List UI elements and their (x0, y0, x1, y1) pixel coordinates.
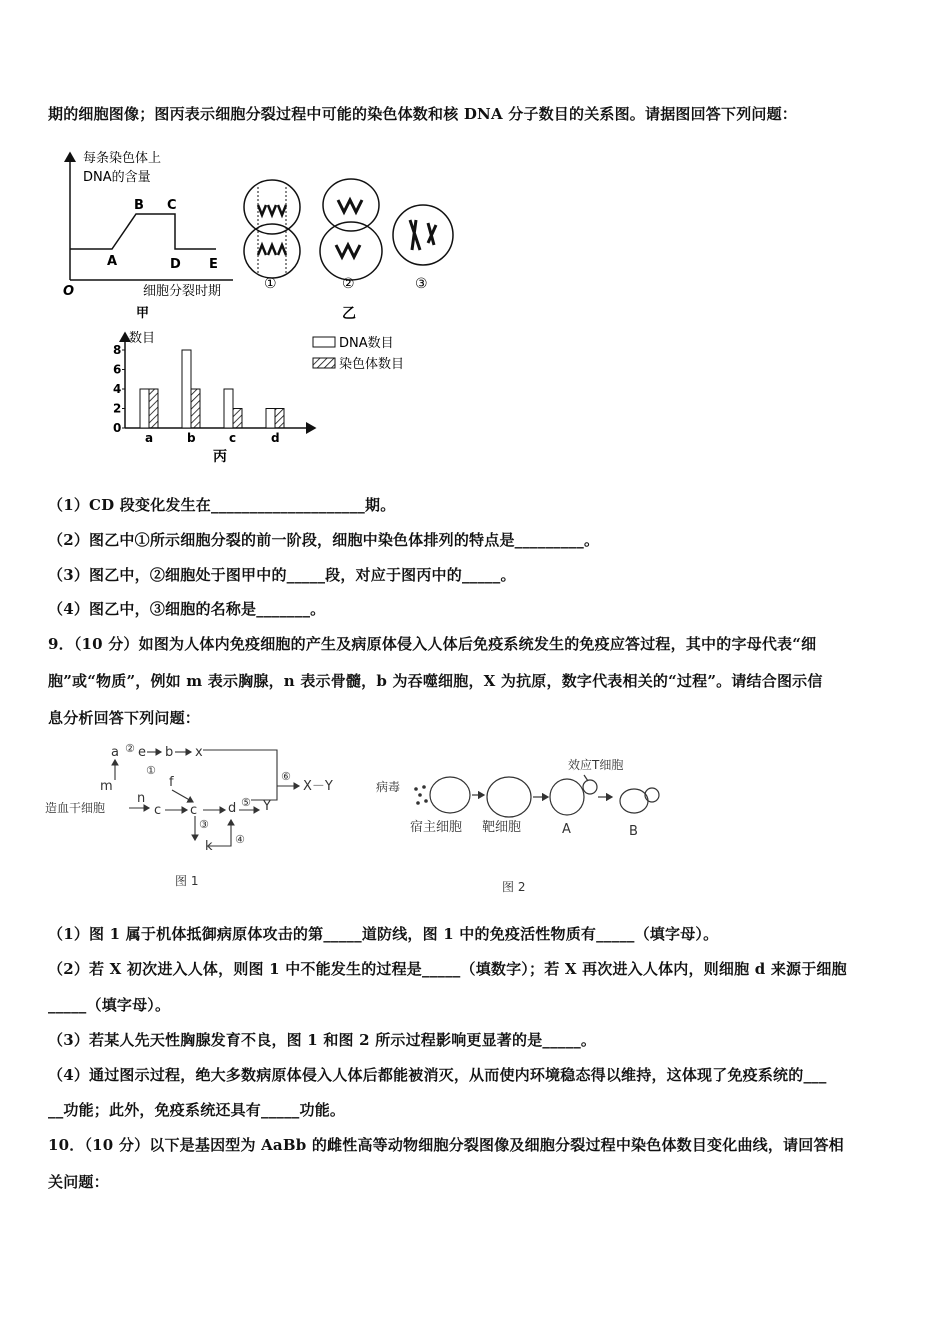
bar-b-dna (182, 350, 191, 428)
bing-category-label: c (229, 431, 237, 445)
fig1-xy: X－Y (303, 779, 333, 794)
bar-c-chromosome (233, 409, 242, 429)
q8-item-1: （1）CD 段变化发生在____________________期。 (48, 496, 396, 514)
bar-c-dna (224, 389, 233, 428)
bar-b-chromosome (191, 389, 200, 428)
cell-label-1: ① (264, 276, 277, 292)
legend-chrom-label: 染色体数目 (339, 357, 405, 372)
jia-xlabel: 细胞分裂时期 (143, 284, 222, 299)
target-cell (487, 777, 531, 817)
fig1-num-3: ③ (199, 818, 209, 831)
fig2-b-label: B (629, 824, 638, 839)
fig2-a-label: A (562, 822, 571, 837)
cell-a (550, 779, 584, 815)
q10-stem-2: 关问题： (48, 1173, 109, 1191)
legend-chrom-swatch (313, 358, 335, 368)
effector-t-cell (583, 780, 597, 794)
bing-tick-label: 4 (113, 382, 122, 396)
fig1-b: b (165, 745, 174, 760)
host-cell (430, 777, 470, 813)
cell-label-3: ③ (415, 276, 428, 292)
q9-item-1: （1）图 1 属于机体抵御病原体攻击的第_____道防线，图 1 中的免疫活性物质有_____（填字母）。 (48, 925, 719, 943)
jia-point-e: E (209, 257, 218, 272)
legend-dna-label: DNA数目 (339, 336, 394, 351)
cell-b (620, 789, 648, 813)
fig2-effector-label: 效应T细胞 (568, 758, 624, 772)
legend-dna-swatch (313, 337, 335, 347)
figure-1 (45, 740, 365, 900)
fig2-caption: 图 2 (502, 880, 526, 894)
cell-1-image (244, 180, 300, 278)
figure-jia (58, 145, 248, 320)
fig1-n: n (137, 791, 146, 806)
bing-caption: 丙 (213, 449, 227, 465)
fig1-stem-cell: 造血干细胞 (45, 801, 106, 815)
fig1-a: a (111, 745, 119, 760)
fig1-c1: c (154, 803, 162, 818)
q9-item-3: （3）若某人先天性胸腺发育不良，图 1 和图 2 所示过程影响更显著的是_____。 (48, 1031, 597, 1049)
bing-category-label: b (187, 431, 196, 445)
fig1-c2: c (190, 803, 198, 818)
fig1-num-4: ④ (235, 833, 245, 846)
jia-ylabel-1: 每条染色体上 (83, 151, 162, 166)
q9-item-2a: （2）若 X 初次进入人体，则图 1 中不能发生的过程是_____（填数字）；若 X 再次进入人体内，则细胞 d 来源于细胞 (48, 960, 847, 978)
fig1-num-6: ⑥ (281, 770, 291, 783)
fig1-num-1: ① (146, 764, 156, 777)
bar-a-dna (140, 389, 149, 428)
q9-item-4b: __功能；此外，免疫系统还具有_____功能。 (48, 1101, 346, 1119)
fig1-e: e (138, 745, 146, 760)
bing-tick-label: 0 (113, 421, 122, 435)
fig1-k: k (205, 839, 213, 854)
jia-point-a: A (107, 254, 118, 269)
bing-tick-label: 8 (113, 343, 122, 357)
fig2-virus-label: 病毒 (376, 780, 401, 794)
jia-curve (70, 214, 216, 249)
fig2-host-label: 宿主细胞 (410, 820, 463, 835)
fig1-num-5: ⑤ (241, 796, 251, 809)
jia-point-b: B (134, 198, 144, 213)
fig2-target-label: 靶细胞 (482, 820, 522, 835)
bing-tick-label: 6 (113, 362, 122, 377)
bar-d-dna (266, 409, 275, 429)
fig1-f: f (169, 775, 174, 790)
bar-d-chromosome (275, 409, 284, 429)
fig1-d: d (228, 801, 237, 816)
bing-ylabel: 数目 (129, 331, 156, 346)
bing-category-label: d (271, 431, 280, 445)
fig1-m: m (100, 779, 113, 794)
q8-item-4: （4）图乙中，③细胞的名称是_______。 (48, 600, 326, 618)
intro-text: 期的细胞图像；图丙表示细胞分裂过程中可能的染色体数和核 DNA 分子数目的关系图。请据图回答下列问题： (48, 105, 798, 123)
fig1-caption: 图 1 (175, 874, 199, 888)
q9-stem-3: 息分析回答下列问题： (48, 709, 201, 727)
figure-bing (105, 325, 440, 470)
figure-yi (238, 175, 473, 320)
yi-caption: 乙 (342, 306, 356, 320)
figure-2 (372, 745, 672, 900)
cell-2-image (320, 179, 382, 280)
bar-a-chromosome (149, 389, 158, 428)
q8-item-3: （3）图乙中，②细胞处于图甲中的_____段，对应于图丙中的_____。 (48, 566, 516, 584)
jia-origin: O (63, 284, 75, 299)
jia-point-d: D (170, 257, 181, 272)
q8-item-2: （2）图乙中①所示细胞分裂的前一阶段，细胞中染色体排列的特点是_________。 (48, 531, 600, 549)
q9-item-4a: （4）通过图示过程，绝大多数病原体侵入人体后都能被消灭，从而使内环境稳态得以维持，这体现了免疫系统的___ (48, 1066, 827, 1084)
q9-stem-1: 9．（10 分）如图为人体内免疫细胞的产生及病原体侵入人体后免疫系统发生的免疫应答过程，其中的字母代表“细 (48, 635, 817, 653)
q9-stem-2: 胞”或“物质”，例如 m 表示胸腺，n 表示骨髓，b 为吞噬细胞，X 为抗原，数字代表相关的“过程”。请结合图示信 (48, 672, 823, 690)
q10-stem-1: 10．（10 分）以下是基因型为 AaBb 的雌性高等动物细胞分裂图像及细胞分裂过程中染色体数目变化曲线，请回答相 (48, 1136, 844, 1154)
jia-point-c: C (167, 198, 177, 213)
bing-tick-label: 2 (113, 401, 122, 416)
cell-label-2: ② (342, 276, 355, 292)
cell-3-image (393, 205, 453, 265)
jia-ylabel-2: DNA的含量 (83, 170, 151, 185)
virus-dots (414, 785, 428, 805)
fig1-x: x (195, 745, 203, 760)
jia-caption: 甲 (136, 306, 150, 320)
fig1-num-2: ② (125, 742, 135, 755)
fig1-y: Y (263, 799, 271, 814)
bing-category-label: a (145, 431, 154, 445)
q9-item-2b: _____（填字母）。 (48, 996, 171, 1014)
